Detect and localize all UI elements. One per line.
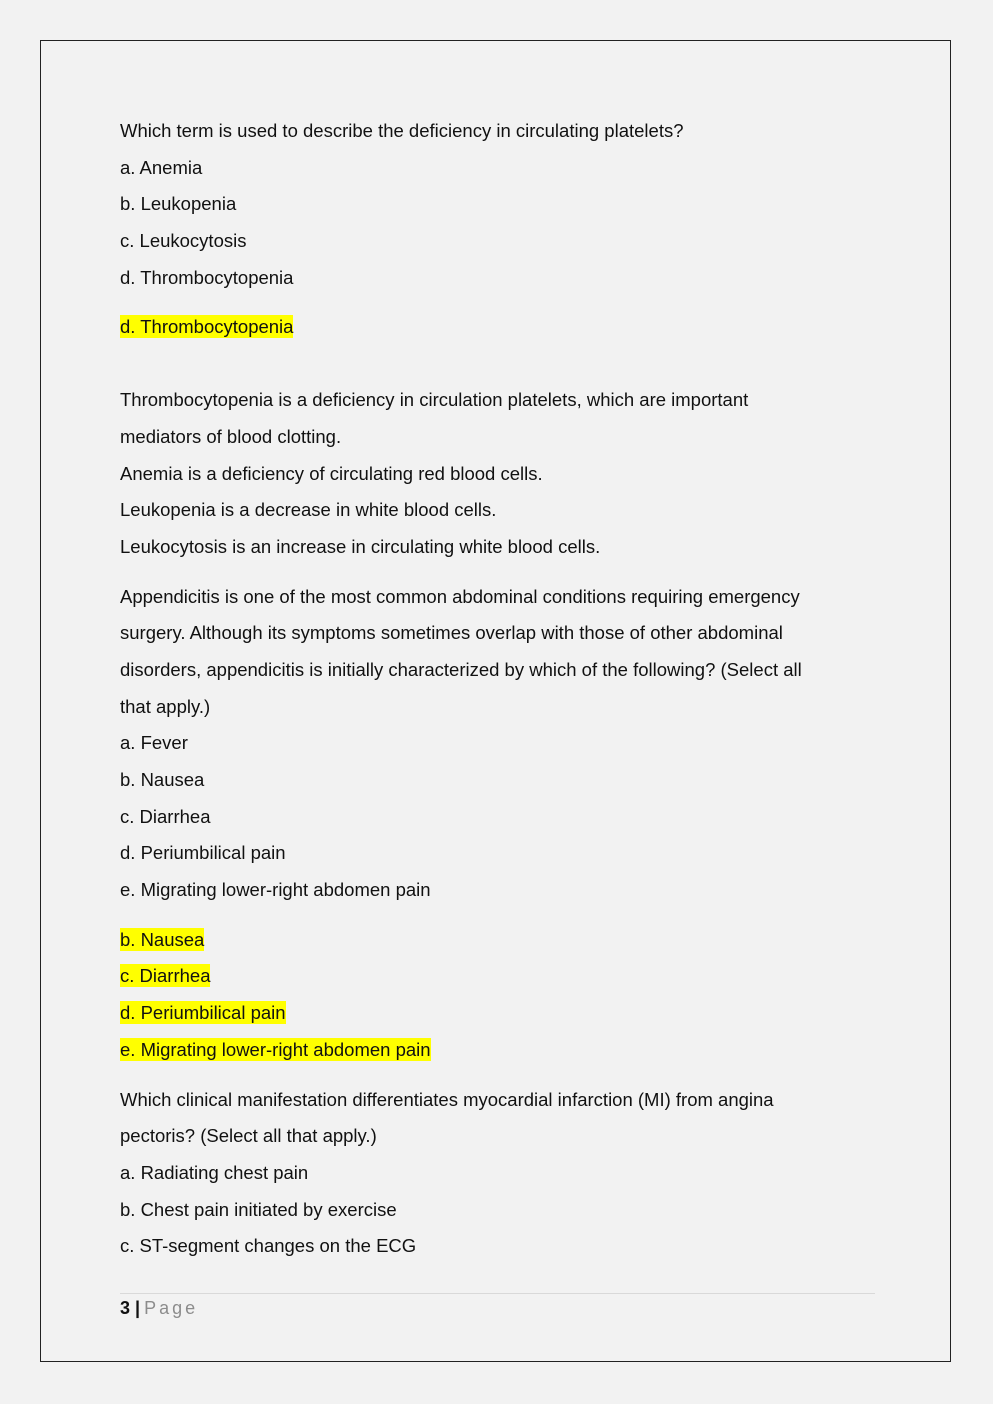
q3-option-a: a. Radiating chest pain xyxy=(120,1161,309,1183)
footer-separator: | xyxy=(135,1298,141,1318)
q1-rationale-line: Anemia is a deficiency of circulating red blood cells. xyxy=(120,462,543,484)
q2-answer-highlight: c. Diarrhea xyxy=(120,965,211,987)
q3-option-b: b. Chest pain initiated by exercise xyxy=(120,1198,397,1220)
question-2-text: surgery. Although its symptoms sometimes overlap with those of other abdominal xyxy=(120,622,783,644)
question-2-text: Appendicitis is one of the most common abdominal conditions requiring emergency xyxy=(120,585,800,607)
q1-rationale-line: Leukopenia is a decrease in white blood cells. xyxy=(120,499,497,521)
q2-option-e: e. Migrating lower-right abdomen pain xyxy=(120,879,431,901)
q1-rationale-line: Thrombocytopenia is a deficiency in circulation platelets, which are important xyxy=(120,389,749,411)
q2-option-d: d. Periumbilical pain xyxy=(120,842,286,864)
question-2-text: disorders, appendicitis is initially characterized by which of the following? (Select all xyxy=(120,658,802,680)
q1-option-c: c. Leukocytosis xyxy=(120,230,247,252)
q1-answer-highlight: d. Thrombocytopenia xyxy=(120,316,294,338)
q1-rationale-line: mediators of blood clotting. xyxy=(120,425,342,447)
question-1-text: Which term is used to describe the deficiency in circulating platelets? xyxy=(120,120,684,141)
q1-rationale-line: Leukocytosis is an increase in circulating white blood cells. xyxy=(120,535,601,557)
q2-option-a: a. Fever xyxy=(120,732,188,754)
document-body xyxy=(120,113,860,1265)
q2-answer-highlight: b. Nausea xyxy=(120,928,205,950)
question-2-text: that apply.) xyxy=(120,695,211,717)
page-number: 3 xyxy=(120,1298,131,1318)
q2-option-b: b. Nausea xyxy=(120,769,205,790)
page-label: Page xyxy=(144,1298,199,1318)
question-3-text: pectoris? (Select all that apply.) xyxy=(120,1125,377,1147)
q2-answer-highlight: d. Periumbilical pain xyxy=(120,1002,286,1024)
question-3-text: Which clinical manifestation differentiates myocardial infarction (MI) from angina xyxy=(120,1088,774,1110)
page-footer xyxy=(120,1296,198,1320)
q1-option-d: d. Thrombocytopenia xyxy=(120,266,294,288)
q3-option-c: c. ST-segment changes on the ECG xyxy=(120,1235,417,1257)
footer-divider xyxy=(120,1293,875,1294)
q1-option-a: a. Anemia xyxy=(120,156,203,178)
q2-answer-highlight: e. Migrating lower-right abdomen pain xyxy=(120,1038,431,1060)
q2-option-c: c. Diarrhea xyxy=(120,805,211,827)
q1-option-b: b. Leukopenia xyxy=(120,193,237,215)
